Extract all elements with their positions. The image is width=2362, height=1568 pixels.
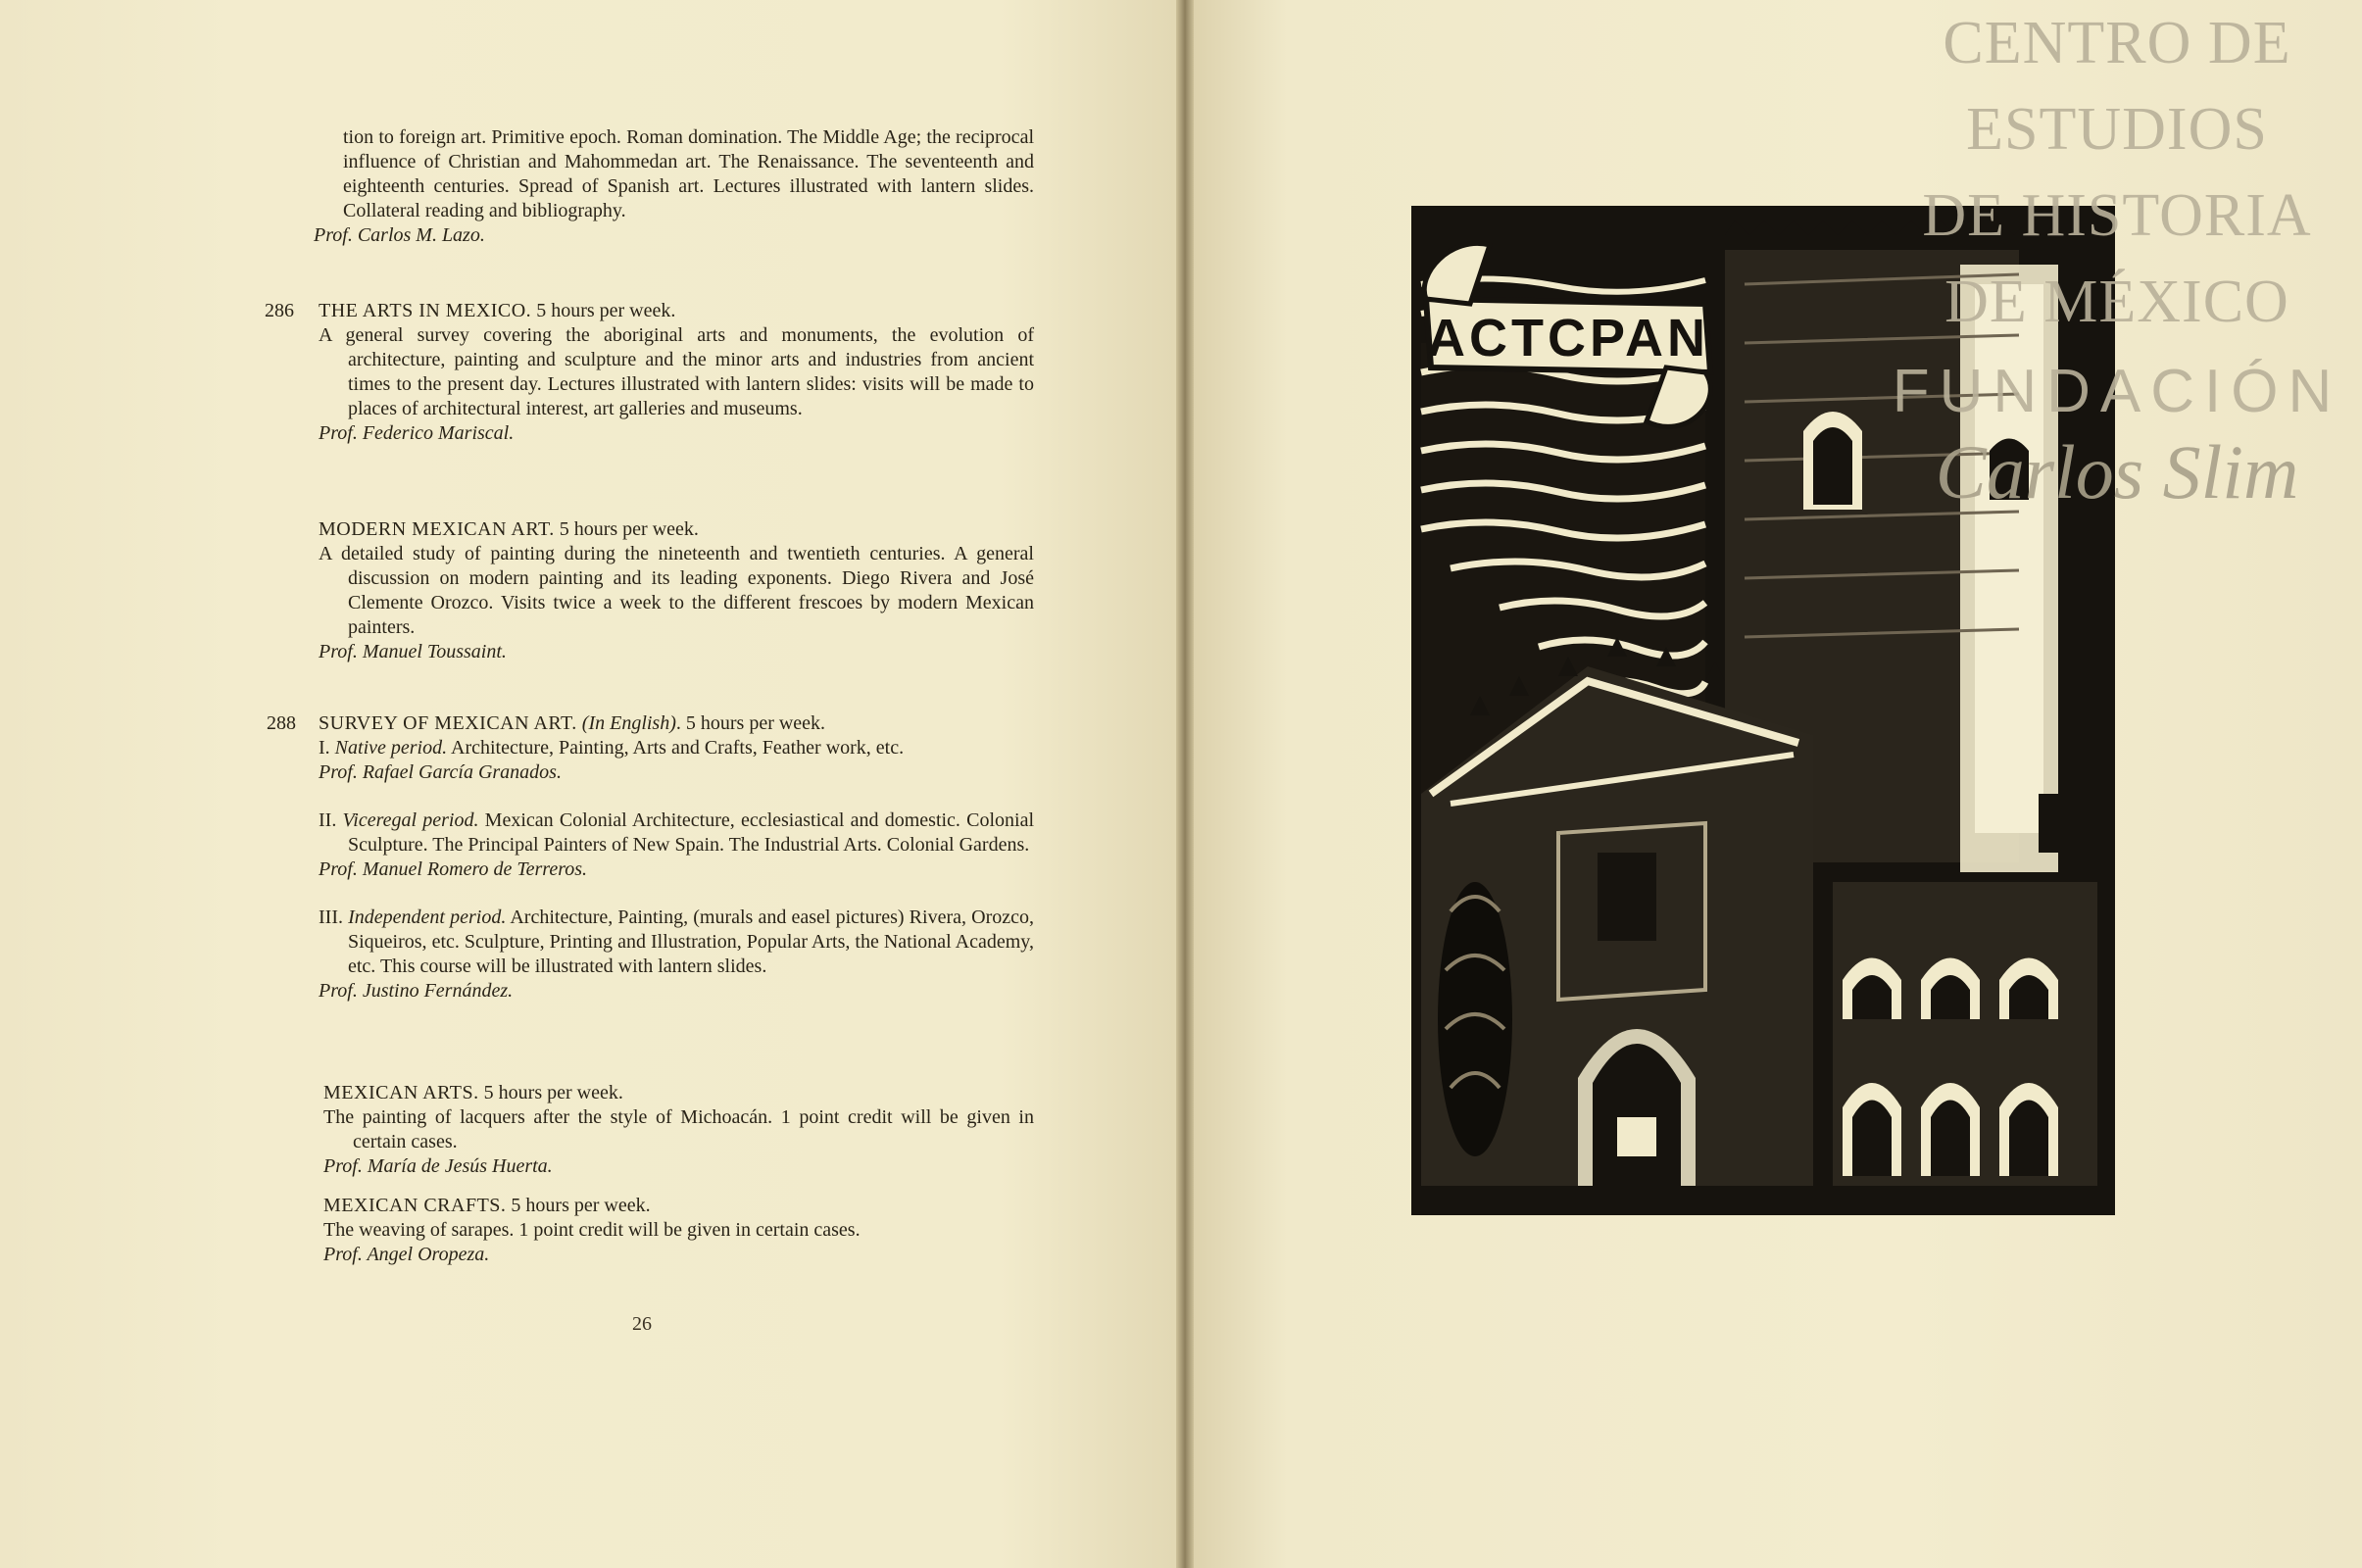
- period-description: Mexican Colonial Architecture, ecclesiastical and domestic. Colonial Sculpture. The Principal Painters of New Spain. The Industrial Arts. Colonial Gardens.: [348, 809, 1035, 856]
- period-description: Architecture, Painting, (murals and easel pictures) Rivera, Orozco, Siqueiros, etc. Sculpture, Printing and Illustration, Popular Arts, the National Academy, etc. This course will be illustrated with lantern slides.: [348, 906, 1034, 977]
- course-professor: Prof. Angel Oropeza.: [323, 1244, 490, 1265]
- watermark-line: CENTRO DE: [1943, 10, 2291, 76]
- period-numeral: I.: [319, 737, 330, 759]
- course-title: THE ARTS IN MEXICO.: [319, 300, 532, 321]
- course-heading: [319, 711, 1034, 736]
- course-description: A detailed study of painting during the nineteenth and twentieth centuries. A general discussion on modern painting and its leading exponents. Diego Rivera and José Clemente Orozco. Visits twice a week to the different frescoes by modern Mexican painters.: [319, 543, 1034, 638]
- period-independent: [319, 906, 1034, 979]
- course-heading: [323, 1194, 1034, 1218]
- course-heading: [319, 517, 1034, 542]
- book-gutter: [1176, 0, 1194, 1568]
- course-language: (In English): [581, 712, 676, 734]
- course-description: The weaving of sarapes. 1 point credit will be given in certain cases.: [323, 1219, 861, 1241]
- mexican-arts-block: [250, 1081, 1034, 1179]
- course-hours: 5 hours per week.: [559, 518, 699, 540]
- course-title: MEXICAN ARTS.: [323, 1082, 479, 1103]
- watermark-fundacion: FUNDACIÓN: [1892, 358, 2342, 425]
- period-description: Architecture, Painting, Arts and Crafts, Feather work, etc.: [451, 737, 905, 759]
- period-name: Native period.: [334, 737, 448, 759]
- course-professor: Prof. Federico Mariscal.: [319, 422, 515, 444]
- watermark-signature: Carlos Slim: [1935, 429, 2299, 514]
- intro-professor: Prof. Carlos M. Lazo.: [314, 224, 485, 246]
- course-intro-block: [250, 125, 1034, 248]
- left-page: [0, 0, 1176, 1568]
- cloister-arcade: [1833, 882, 2097, 1196]
- course-description: A general survey covering the aboriginal arts and monuments, the evolution of architecture, painting and sculpture and the minor arts and industries from ancient times to the present day. Lectures illustrated with lantern slides: visits will be made to places of architectural interest, art galleries and museums.: [319, 324, 1034, 419]
- watermark-line: ESTUDIOS: [1966, 96, 2268, 163]
- period-native: [319, 736, 1034, 760]
- course-288-block: [250, 711, 1034, 1004]
- period-numeral: II.: [319, 809, 337, 831]
- course-professor: Prof. María de Jesús Huerta.: [323, 1155, 553, 1177]
- course-286-block: [250, 299, 1034, 446]
- course-description: The painting of lacquers after the style of Michoacán. 1 point credit will be given in certain cases.: [323, 1106, 1034, 1152]
- modern-mexican-art-block: [250, 517, 1034, 664]
- course-heading: [319, 299, 1034, 323]
- period-professor: Prof. Rafael García Granados.: [319, 761, 562, 783]
- course-hours: 5 hours per week.: [511, 1195, 651, 1216]
- period-viceregal: [319, 808, 1034, 858]
- archive-watermark: [1872, 0, 2362, 516]
- course-number: 286: [265, 300, 294, 321]
- period-professor: Prof. Justino Fernández.: [319, 980, 514, 1002]
- course-hours: 5 hours per week.: [536, 300, 676, 321]
- course-hours: 5 hours per week.: [483, 1082, 623, 1103]
- mexican-crafts-block: [250, 1194, 1034, 1267]
- period-numeral: III.: [319, 906, 343, 928]
- course-title: SURVEY OF MEXICAN ART.: [319, 712, 577, 734]
- watermark-line: DE HISTORIA: [1922, 182, 2312, 249]
- course-hours: . 5 hours per week.: [675, 712, 826, 734]
- course-title: MODERN MEXICAN ART.: [319, 518, 555, 540]
- period-name: Viceregal period.: [342, 809, 479, 831]
- course-title: MEXICAN CRAFTS.: [323, 1195, 507, 1216]
- watermark-line: DE MÉXICO: [1944, 269, 2289, 335]
- period-professor: Prof. Manuel Romero de Terreros.: [319, 858, 588, 880]
- course-number: 288: [267, 712, 296, 734]
- intro-description: tion to foreign art. Primitive epoch. Roman domination. The Middle Age; the reciprocal influence of Christian and Mahommedan art. The Renaissance. The seventeenth and eighteenth centuries. Spread of Spanish art. Lectures illustrated with lantern slides. Collateral reading and bibliography.: [343, 126, 1034, 221]
- period-name: Independent period.: [348, 906, 507, 928]
- banner-text: ACTCPAN: [1427, 309, 1709, 368]
- page-number: 26: [632, 1313, 652, 1335]
- course-professor: Prof. Manuel Toussaint.: [319, 641, 507, 662]
- course-heading: [323, 1081, 1034, 1105]
